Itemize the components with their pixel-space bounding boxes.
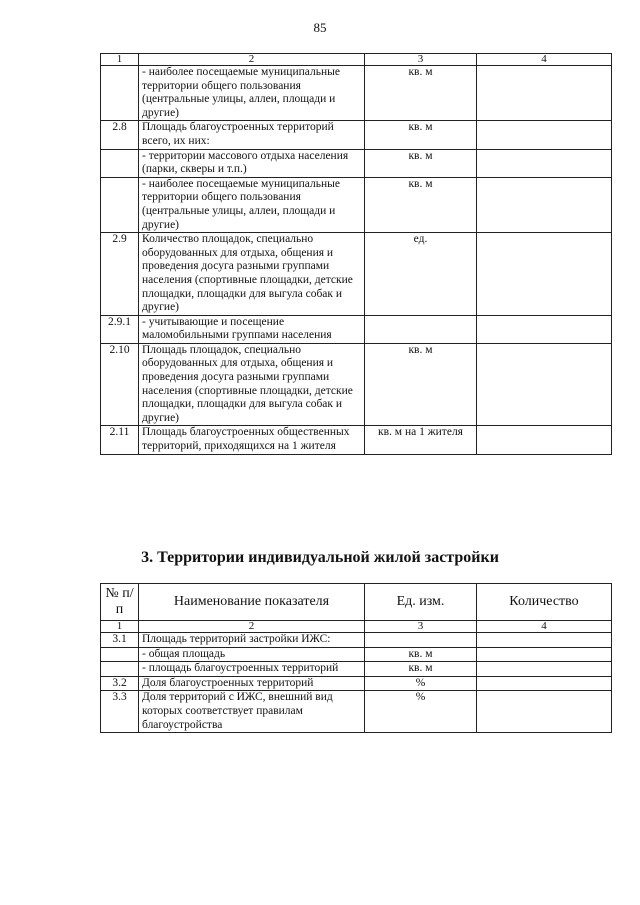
indicator-name: - территории массового отдыха населения (парки, скверы и т.п.) xyxy=(139,149,365,177)
indicators-table-continued xyxy=(100,53,612,455)
row-number: 3.1 xyxy=(101,633,139,648)
table-row xyxy=(101,662,612,677)
quantity-cell xyxy=(477,662,612,677)
unit-cell: ед. xyxy=(365,233,477,316)
column-number: 4 xyxy=(477,621,612,633)
izhs-indicators-table xyxy=(100,583,612,733)
indicator-name: - наиболее посещаемые муниципальные территории общего пользования (центральные улицы, аллеи, площади и другие) xyxy=(139,66,365,121)
quantity-cell xyxy=(477,633,612,648)
table-row xyxy=(101,233,612,316)
table-row xyxy=(101,633,612,648)
column-number: 3 xyxy=(365,54,477,66)
row-number: 2.10 xyxy=(101,343,139,426)
column-number: 1 xyxy=(101,621,139,633)
row-number: 2.11 xyxy=(101,426,139,454)
unit-cell: кв. м xyxy=(365,149,477,177)
unit-cell: % xyxy=(365,676,477,691)
quantity-cell xyxy=(477,66,612,121)
column-number: 1 xyxy=(101,54,139,66)
row-number xyxy=(101,66,139,121)
unit-cell: кв. м xyxy=(365,177,477,232)
header-number: № п/п xyxy=(101,584,139,621)
unit-cell xyxy=(365,633,477,648)
row-number: 3.2 xyxy=(101,676,139,691)
quantity-cell xyxy=(477,676,612,691)
quantity-cell xyxy=(477,233,612,316)
header-indicator-name: Наименование показателя xyxy=(139,584,365,621)
table-row xyxy=(101,315,612,343)
table-row xyxy=(101,691,612,733)
table-row xyxy=(101,343,612,426)
indicator-name: Площадь благоустроенных территорий всего, их них: xyxy=(139,121,365,149)
table-row xyxy=(101,177,612,232)
unit-cell xyxy=(365,315,477,343)
unit-cell: кв. м xyxy=(365,121,477,149)
indicator-name: Площадь площадок, специально оборудованных для отдыха, общения и проведения досуга разными группами населения (спортивные площадки, детские площадки, площадки для выгула собак и другие) xyxy=(139,343,365,426)
indicator-name: - площадь благоустроенных территорий xyxy=(139,662,365,677)
indicator-name: Площадь территорий застройки ИЖС: xyxy=(139,633,365,648)
row-number: 2.9.1 xyxy=(101,315,139,343)
unit-cell: кв. м xyxy=(365,662,477,677)
indicator-name: Площадь благоустроенных общественных территорий, приходящихся на 1 жителя xyxy=(139,426,365,454)
row-number: 3.3 xyxy=(101,691,139,733)
row-number xyxy=(101,149,139,177)
table-row xyxy=(101,676,612,691)
indicator-name: - учитывающие и посещение маломобильными группами населения xyxy=(139,315,365,343)
column-number-row xyxy=(101,54,612,66)
quantity-cell xyxy=(477,426,612,454)
quantity-cell xyxy=(477,691,612,733)
indicator-name: Доля благоустроенных территорий xyxy=(139,676,365,691)
section-title: 3. Территории индивидуальной жилой застройки xyxy=(141,549,499,566)
column-number: 3 xyxy=(365,621,477,633)
column-number-row xyxy=(101,621,612,633)
quantity-cell xyxy=(477,177,612,232)
table-row xyxy=(101,66,612,121)
table-row xyxy=(101,426,612,454)
unit-cell: кв. м xyxy=(365,647,477,662)
page-number: 85 xyxy=(313,20,327,35)
table-header-row xyxy=(101,584,612,621)
row-number xyxy=(101,177,139,232)
row-number: 2.9 xyxy=(101,233,139,316)
table-row xyxy=(101,121,612,149)
row-number: 2.8 xyxy=(101,121,139,149)
quantity-cell xyxy=(477,343,612,426)
unit-cell: кв. м xyxy=(365,343,477,426)
table-row xyxy=(101,149,612,177)
column-number: 2 xyxy=(139,54,365,66)
header-quantity: Количество xyxy=(477,584,612,621)
quantity-cell xyxy=(477,149,612,177)
header-unit: Ед. изм. xyxy=(365,584,477,621)
column-number: 4 xyxy=(477,54,612,66)
column-number: 2 xyxy=(139,621,365,633)
table-row xyxy=(101,647,612,662)
unit-cell: кв. м на 1 жителя xyxy=(365,426,477,454)
indicator-name: Количество площадок, специально оборудованных для отдыха, общения и проведения досуга разными группами населения (спортивные площадки, детские площадки, площадки для выгула собак и другие) xyxy=(139,233,365,316)
indicator-name: - наиболее посещаемые муниципальные территории общего пользования (центральные улицы, аллеи, площади и другие) xyxy=(139,177,365,232)
quantity-cell xyxy=(477,647,612,662)
indicator-name: - общая площадь xyxy=(139,647,365,662)
quantity-cell xyxy=(477,121,612,149)
row-number xyxy=(101,662,139,677)
unit-cell: кв. м xyxy=(365,66,477,121)
quantity-cell xyxy=(477,315,612,343)
indicator-name: Доля территорий с ИЖС, внешний вид которых соответствует правилам благоустройства xyxy=(139,691,365,733)
row-number xyxy=(101,647,139,662)
unit-cell: % xyxy=(365,691,477,733)
